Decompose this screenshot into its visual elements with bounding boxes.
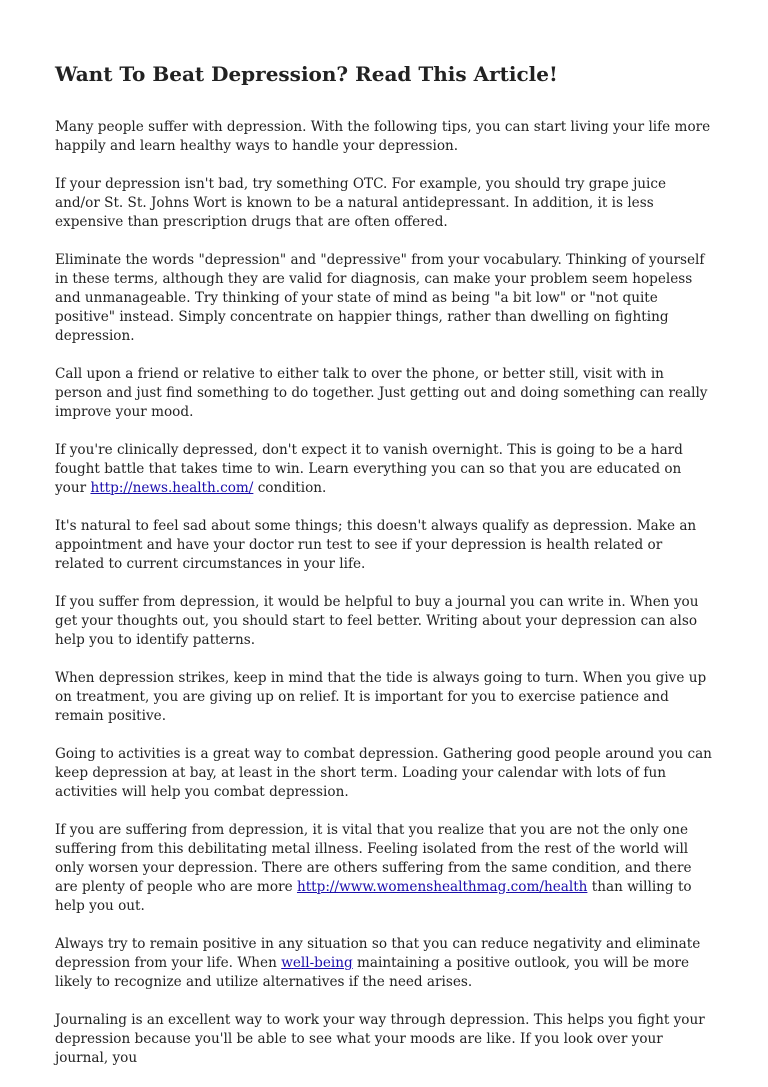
- paragraph-5-text-before: If you're clinically depressed, don't expect it to vanish overnight. This is going to be a hard fought battle that takes time to win. Learn everything you can so that you are educated on your: [55, 442, 683, 496]
- document-page: [55, 58, 715, 1087]
- paragraph-5-text-after: condition.: [253, 480, 327, 496]
- page-title: Want To Beat Depression? Read This Article!: [55, 62, 558, 86]
- paragraph-11-text-after: maintaining a positive outlook, you will be more likely to recognize and utilize alternatives if the need arises.: [55, 955, 690, 990]
- paragraph-9: Going to activities is a great way to combat depression. Gathering good people around you can keep depression at bay, at least in the short term. Loading your calendar with lots of fun activities will help you combat depression.: [55, 746, 712, 800]
- paragraph-3: Eliminate the words "depression" and "depressive" from your vocabulary. Thinking of yourself in these terms, although they are valid for diagnosis, can make your problem seem hopeless and unmanageable. Try thinking of your state of mind as being "a bit low" or "not quite positive" instead. Simply concentrate on happier things, rather than dwelling on fighting depression.: [55, 252, 705, 344]
- paragraph-12: Journaling is an excellent way to work your way through depression. This helps you fight your depression because you'll be able to see what your moods are like. If you look over your journal, you: [55, 1012, 705, 1066]
- paragraph-1: Many people suffer with depression. With the following tips, you can start living your life more happily and learn healthy ways to handle your depression.: [55, 119, 711, 154]
- paragraph-5: [55, 441, 715, 498]
- paragraph-2: If your depression isn't bad, try something OTC. For example, you should try grape juice and/or St. St. Johns Wort is known to be a natural antidepressant. In addition, it is less expensive than prescription drugs that are often offered.: [55, 176, 667, 230]
- womens-health-link[interactable]: http://www.womenshealthmag.com/health: [296, 879, 588, 895]
- paragraph-8: When depression strikes, keep in mind that the tide is always going to turn. When you give up on treatment, you are giving up on relief. It is important for you to exercise patience and remain positive.: [55, 670, 707, 724]
- paragraph-7: If you suffer from depression, it would be helpful to buy a journal you can write in. When you get your thoughts out, you should start to feel better. Writing about your depression can also help you to identify patterns.: [55, 594, 699, 648]
- paragraph-10: [55, 821, 715, 916]
- paragraph-10-text-before: If you are suffering from depression, it is vital that you realize that you are not the only one suffering from this debilitating metal illness. Feeling isolated from the rest of the world will only worsen your depression. There are others suffering from the same condition, and there are plenty of people who are more: [55, 822, 692, 895]
- news-health-link[interactable]: http://news.health.com/: [90, 480, 254, 496]
- paragraph-11: [55, 935, 715, 992]
- paragraph-11-text-before: Always try to remain positive in any situation so that you can reduce negativity and eliminate depression from your life. When: [55, 936, 701, 971]
- paragraph-10-text-after: than willing to help you out.: [55, 879, 692, 914]
- well-being-link[interactable]: well-being: [281, 955, 353, 971]
- paragraph-6: It's natural to feel sad about some things; this doesn't always qualify as depression. Make an appointment and have your doctor run test to see if your depression is health related or related to current circumstances in your life.: [55, 518, 697, 572]
- paragraph-4: Call upon a friend or relative to either talk to over the phone, or better still, visit with in person and just find something to do together. Just getting out and doing something can really improve your mood.: [55, 366, 708, 420]
